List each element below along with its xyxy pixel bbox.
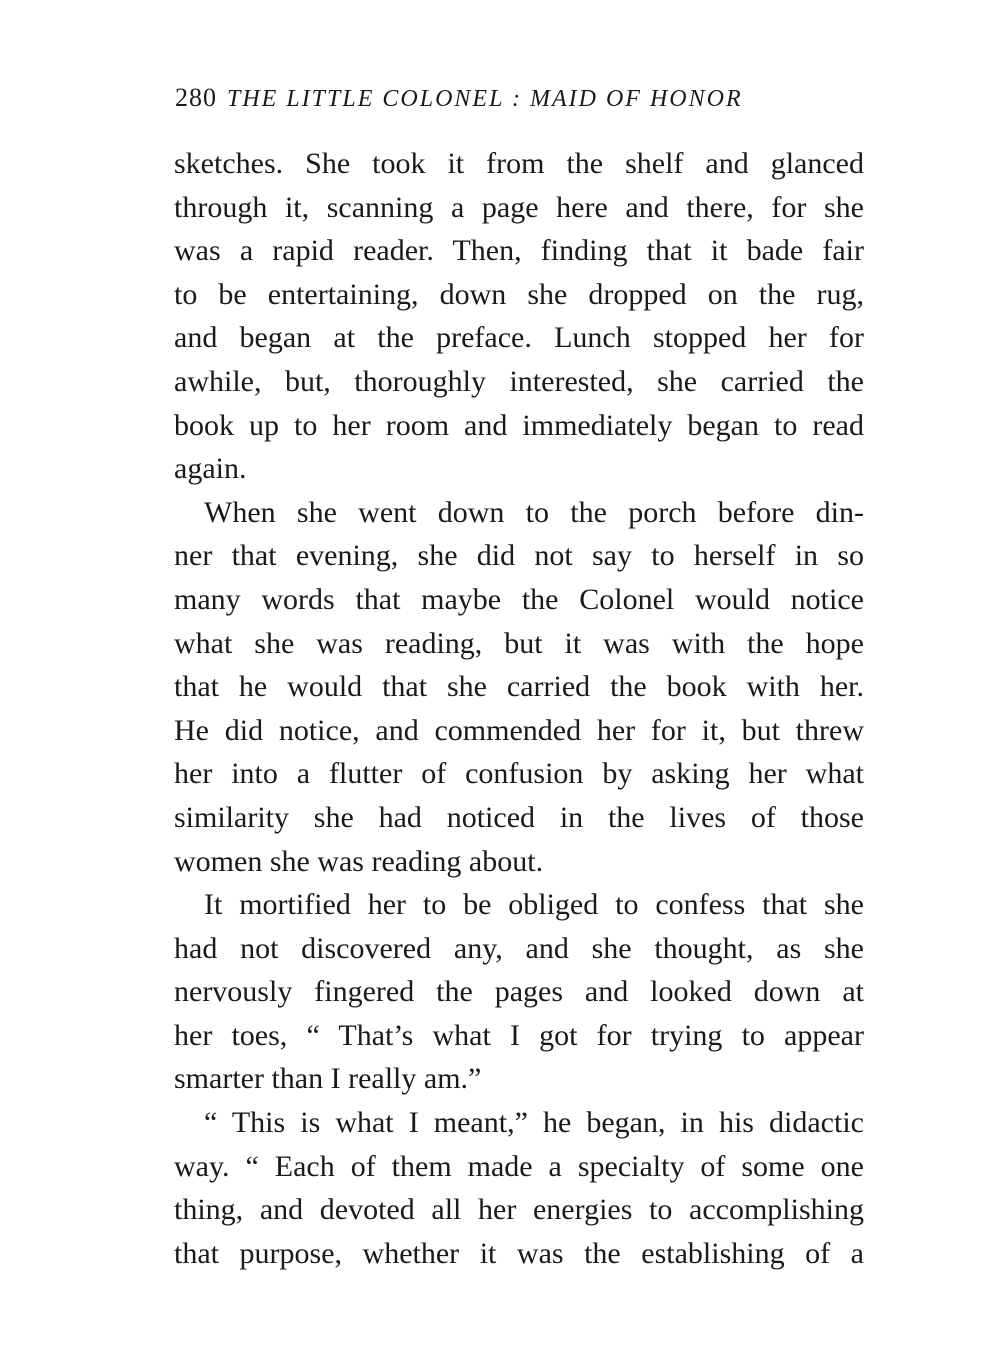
paragraph	[174, 491, 864, 883]
text-line: ner that evening, she did not say to herself in so	[174, 539, 864, 573]
paragraph	[174, 1101, 864, 1275]
text-line: sketches. She took it from the shelf and glanced	[174, 147, 864, 180]
paragraph	[174, 883, 864, 1101]
text-line: book up to her room and immediately began to read	[174, 408, 864, 442]
text-line: way. “ Each of them made a specialty of some one	[174, 1149, 864, 1183]
body-text	[174, 142, 864, 1275]
text-line: what she was reading, but it was with the hope	[174, 626, 864, 660]
paragraph	[174, 142, 864, 491]
text-line: It mortified her to be obliged to confess that she	[204, 888, 864, 922]
text-line: was a rapid reader. Then, finding that it bade fair	[174, 234, 864, 268]
text-line: had not discovered any, and she thought, as she	[174, 931, 864, 965]
text-line: When she went down to the porch before din-	[204, 495, 864, 529]
text-line: smarter than I really am.”	[174, 1062, 482, 1096]
running-title: THE LITTLE COLONEL : MAID OF HONOR	[227, 86, 743, 112]
text-line: again.	[174, 452, 247, 486]
text-line: her into a flutter of confusion by asking her what	[174, 757, 864, 791]
text-line: through it, scanning a page here and there, for she	[174, 190, 864, 224]
running-head	[175, 78, 875, 118]
text-line: that he would that she carried the book with her.	[174, 670, 864, 704]
text-line: many words that maybe the Colonel would notice	[174, 582, 864, 616]
text-line: to be entertaining, down she dropped on the rug,	[174, 277, 864, 311]
text-line: women she was reading about.	[174, 844, 544, 878]
text-line: thing, and devoted all her energies to accomplishing	[174, 1193, 864, 1227]
text-line: awhile, but, thoroughly interested, she carried the	[174, 364, 864, 398]
text-line: and began at the preface. Lunch stopped her for	[174, 321, 864, 355]
text-line: her toes, “ That’s what I got for trying to appear	[174, 1018, 864, 1052]
text-line: “ This is what I meant,” he began, in his didactic	[204, 1106, 864, 1140]
text-line: that purpose, whether it was the establishing of a	[174, 1236, 864, 1270]
text-line: nervously fingered the pages and looked down at	[174, 975, 864, 1009]
text-line: similarity she had noticed in the lives of those	[174, 800, 864, 834]
page-number: 280	[175, 83, 217, 112]
text-line: He did notice, and commended her for it, but threw	[174, 713, 864, 747]
